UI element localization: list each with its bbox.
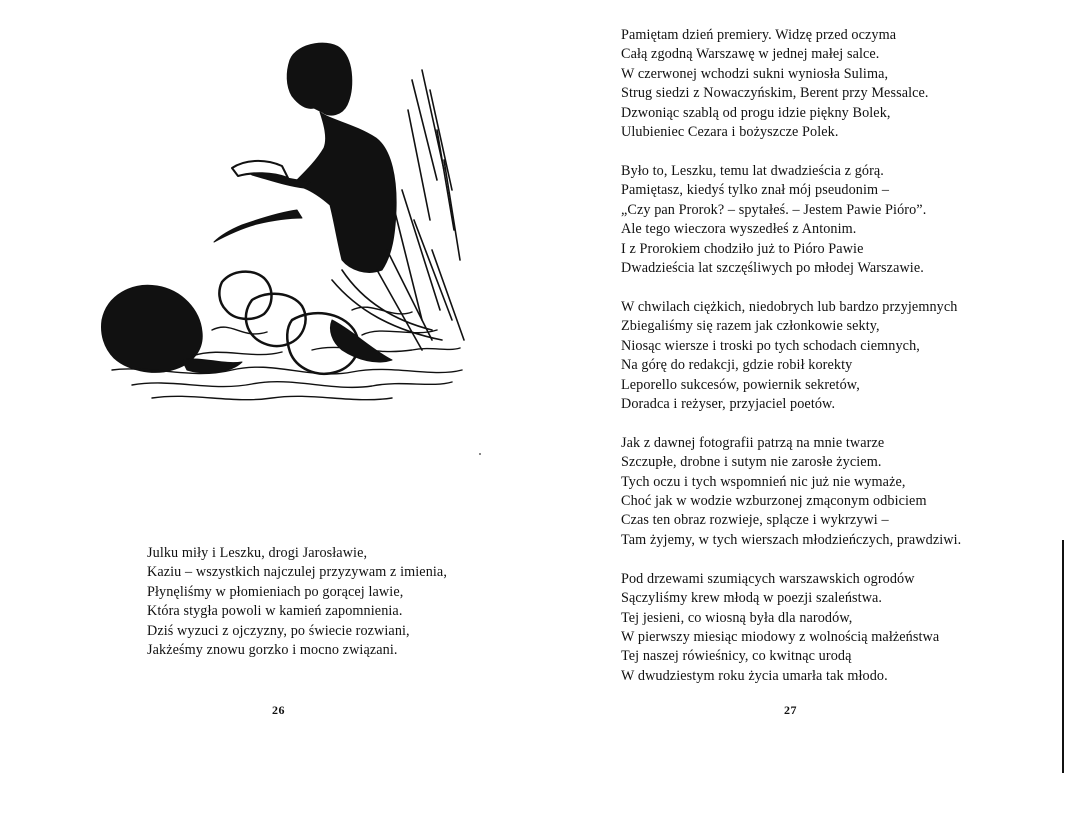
poem-line: Zbiegaliśmy się razem jak członkowie sekty, bbox=[621, 318, 880, 335]
poem-line: Pamiętasz, kiedyś tylko znał mój pseudonim – bbox=[621, 182, 890, 199]
poem-line: Tam żyjemy, w tych wierszach młodzieńczych, prawdziwi. bbox=[621, 531, 962, 548]
poem-line: Ulubieniec Cezara i bożyszcze Polek. bbox=[621, 124, 839, 141]
page-edge-rule bbox=[1062, 540, 1064, 773]
stanza bbox=[147, 544, 447, 660]
page-number-left: 26 bbox=[272, 703, 285, 717]
poem-line: Ale tego wieczora wyszedłeś z Antonim. bbox=[621, 221, 857, 238]
poem-line: Pod drzewami szumiących warszawskich ogrodów bbox=[621, 570, 915, 587]
poem-line: Choć jak w wodzie wzburzonej zmąconym odbiciem bbox=[621, 493, 927, 510]
poem-line: Która stygła powoli w kamień zapomnienia. bbox=[147, 603, 403, 620]
poem-line: Kaziu – wszystkich najczulej przyzywam z imienia, bbox=[147, 564, 447, 581]
stanza-4 bbox=[621, 434, 961, 550]
scan-speck bbox=[479, 453, 481, 455]
poem-right bbox=[621, 26, 961, 686]
poem-line: Jak z dawnej fotografii patrzą na mnie twarze bbox=[621, 434, 885, 451]
poem-line: W pierwszy miesiąc miodowy z wolnością małżeństwa bbox=[621, 628, 940, 645]
poem-stanza-left bbox=[147, 544, 447, 660]
poem-line: „Czy pan Prorok? – spytałeś. – Jestem Pawie Pióro”. bbox=[621, 201, 927, 218]
sketch-drawing-icon bbox=[92, 20, 492, 420]
poem-line: Tej jesieni, co wiosną była dla narodów, bbox=[621, 609, 853, 626]
poem-line: Sączyliśmy krew młodą w poezji szaleństwa. bbox=[621, 590, 883, 607]
stanza-3 bbox=[621, 298, 961, 414]
poem-line: Na górę do redakcji, gdzie robił korekty bbox=[621, 357, 853, 374]
poem-line: I z Prorokiem chodziło już to Pióro Pawie bbox=[621, 240, 864, 257]
poem-line: Szczupłe, drobne i sutym nie zarosłe życiem. bbox=[621, 454, 882, 471]
poem-line: Płynęliśmy w płomieniach po gorącej lawie, bbox=[147, 583, 404, 600]
poem-line: Dzwoniąc szablą od progu idzie piękny Bolek, bbox=[621, 104, 891, 121]
poem-line: Pamiętam dzień premiery. Widzę przed oczyma bbox=[621, 27, 897, 43]
poem-line: Czas ten obraz rozwieje, splącze i wykrzywi – bbox=[621, 512, 889, 529]
poem-line: Całą zgodną Warszawę w jednej małej salce. bbox=[621, 46, 880, 63]
poem-line: Jakżeśmy znowu gorzko i mocno związani. bbox=[147, 642, 398, 659]
poem-line: Dziś wyzuci z ojczyzny, po świecie rozwiani, bbox=[147, 622, 410, 639]
stanza-5 bbox=[621, 570, 961, 686]
stanza-1 bbox=[621, 26, 961, 142]
poem-line: Tej naszej rówieśnicy, co kwitnąc urodą bbox=[621, 648, 852, 665]
ink-illustration bbox=[92, 20, 492, 420]
page-number-right: 27 bbox=[784, 703, 797, 717]
poem-line: W dwudziestym roku życia umarła tak młodo. bbox=[621, 667, 888, 684]
poem-line: W czerwonej wchodzi sukni wyniosła Sulima, bbox=[621, 65, 889, 82]
poem-line: Doradca i reżyser, przyjaciel poetów. bbox=[621, 395, 836, 412]
poem-line: Tych oczu i tych wspomnień nic już nie wymaże, bbox=[621, 473, 906, 490]
poem-line: Było to, Leszku, temu lat dwadzieścia z górą. bbox=[621, 162, 884, 179]
poem-line: Dwadzieścia lat szczęśliwych po młodej Warszawie. bbox=[621, 259, 924, 276]
poem-line: Strug siedzi z Nowaczyńskim, Berent przy Messalce. bbox=[621, 85, 929, 102]
poem-line: Leporello sukcesów, powiernik sekretów, bbox=[621, 376, 860, 393]
poem-line: Julku miły i Leszku, drogi Jarosławie, bbox=[147, 545, 368, 561]
poem-line: W chwilach ciężkich, niedobrych lub bardzo przyjemnych bbox=[621, 298, 958, 315]
stanza-2 bbox=[621, 162, 961, 278]
right-page bbox=[534, 0, 1068, 837]
poem-line: Niosąc wiersze i troski po tych schodach ciemnych, bbox=[621, 337, 920, 354]
